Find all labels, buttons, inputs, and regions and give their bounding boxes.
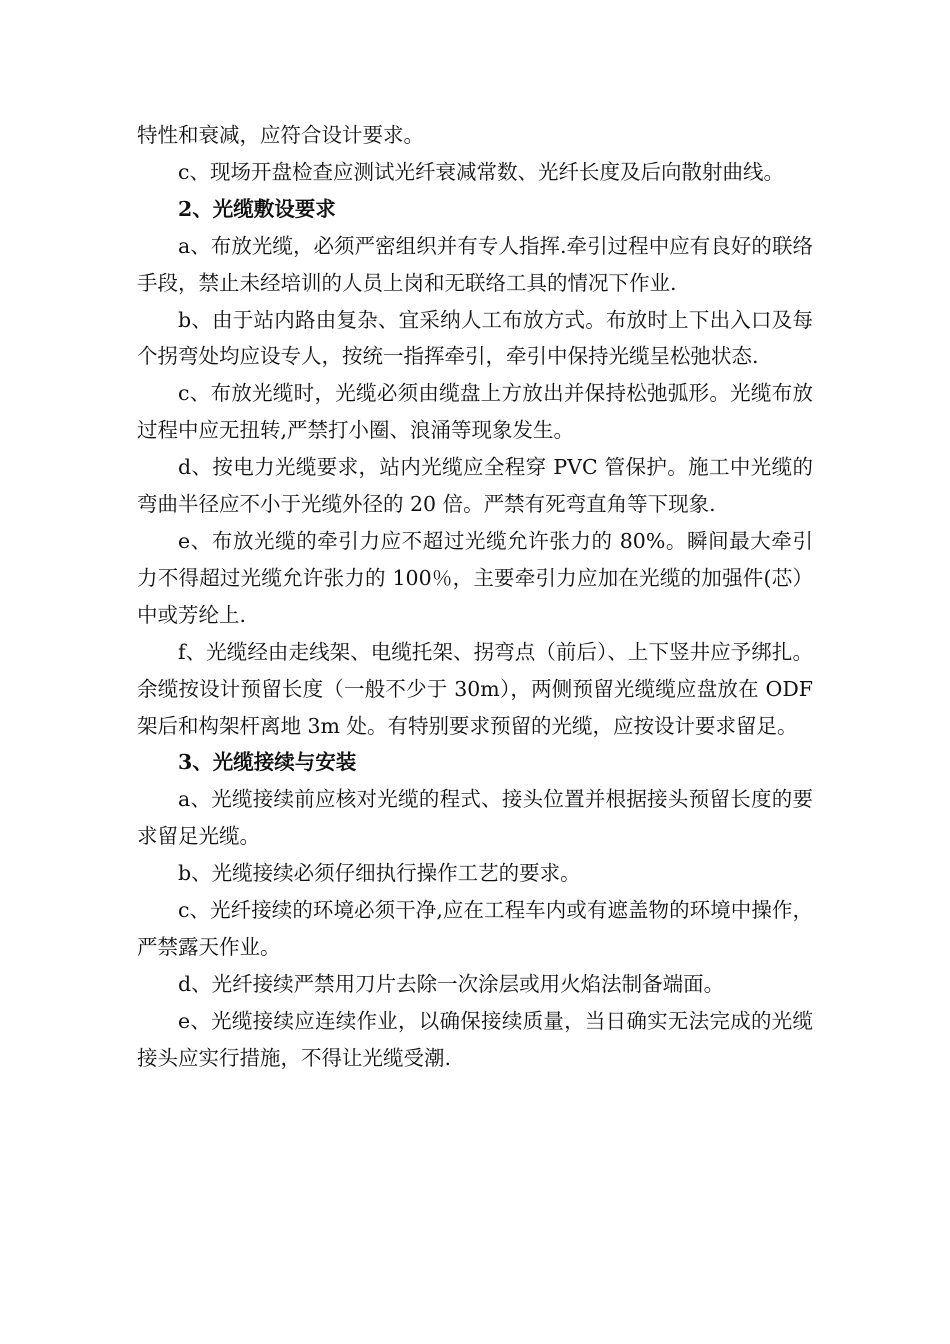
- paragraph: a、光缆接续前应核对光缆的程式、接头位置并根据接头预留长度的要求留足光缆。: [137, 787, 813, 849]
- document-body: [137, 117, 813, 1077]
- paragraph: d、光纤接续严禁用刀片去除一次涂层或用火焰法制备端面。: [178, 971, 725, 996]
- section-heading: 3、光缆接续与安装: [178, 750, 357, 775]
- paragraph: c、光纤接续的环境必须干净,应在工程车内或有遮盖物的环境中操作，严禁露天作业。: [137, 898, 813, 959]
- paragraph: b、由于站内路由复杂、宜采纳人工布放方式。布放时上下出入口及每个拐弯处均应设专人，按统一指挥牵引，牵引中保持光缆呈松弛状态.: [137, 307, 813, 369]
- paragraph: e、光缆接续应连续作业，以确保接续质量，当日确实无法完成的光缆接头应实行措施，不得让光缆受潮.: [137, 1008, 813, 1070]
- paragraph: b、光缆接续必须仔细执行操作工艺的要求。: [178, 861, 581, 886]
- paragraph: e、布放光缆的牵引力应不超过光缆允许张力的 80%。瞬间最大牵引力不得超过光缆允许张力的 100％，主要牵引力应加在光缆的加强件(芯）中或芳纶上.: [137, 528, 813, 627]
- paragraph: 特性和衰减，应符合设计要求。: [137, 123, 424, 147]
- paragraph: f、光缆经由走线架、电缆托架、拐弯点（前后）、上下竖井应予绑扎。余缆按设计预留长度（一般不少于 30m），两侧预留光缆缆应盘放在 ODF 架后和构架杆离地 3m 处。有特别要求预留的光缆，应按设计要求留足。: [137, 639, 813, 738]
- paragraph: a、布放光缆，必须严密组织并有专人指挥.牵引过程中应有良好的联络手段，禁止未经培训的人员上岗和无联络工具的情况下作业.: [137, 233, 813, 295]
- paragraph: c、现场开盘检查应测试光纤衰减常数、光纤长度及后向散射曲线。: [178, 159, 784, 184]
- section-heading: 2、光缆敷设要求: [178, 196, 336, 221]
- paragraph: c、布放光缆时，光缆必须由缆盘上方放出并保持松弛弧形。光缆布放过程中应无扭转,严禁打小圈、浪涌等现象发生。: [137, 381, 813, 443]
- paragraph: d、按电力光缆要求，站内光缆应全程穿 PVC 管保护。施工中光缆的弯曲半径应不小于光缆外径的 20 倍。严禁有死弯直角等下现象.: [137, 455, 813, 517]
